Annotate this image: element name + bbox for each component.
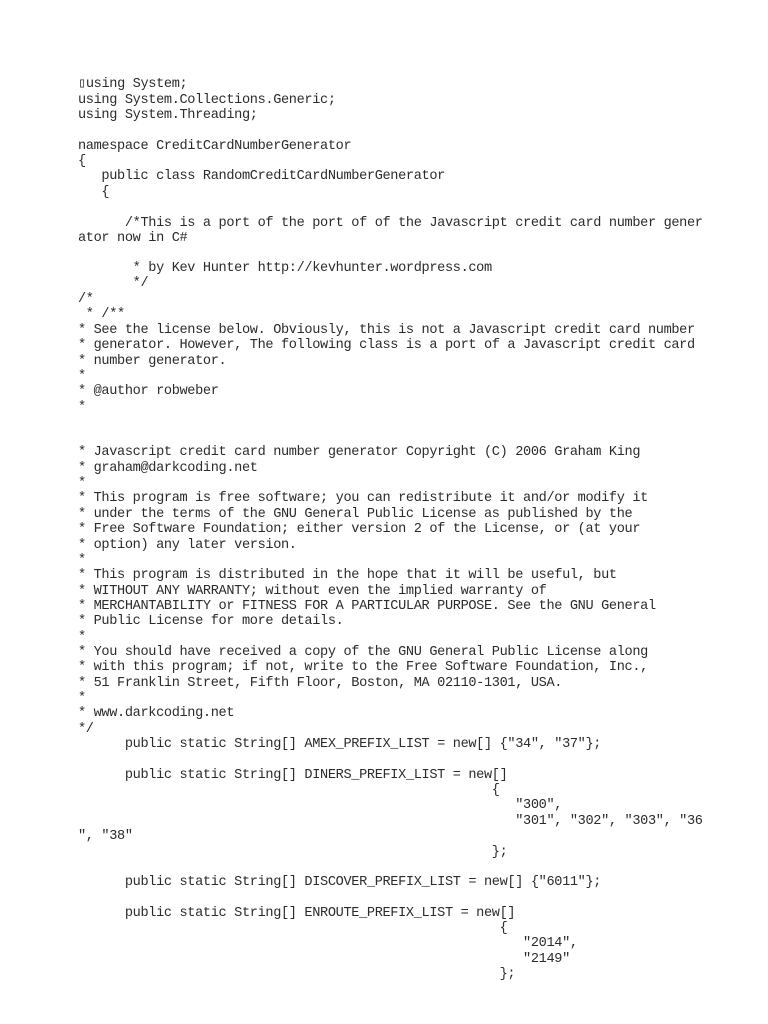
code-line: ", "38" [78,829,133,844]
code-line: ▯using System; [78,77,188,92]
code-line: namespace CreditCardNumberGenerator [78,139,352,154]
code-line: * www.darkcoding.net [78,706,235,721]
code-line: * [78,553,86,568]
code-line: * [78,691,86,706]
code-line: * option) any later version. [78,538,297,553]
code-line: * graham@darkcoding.net [78,461,258,476]
code-line: * /** [78,307,125,322]
code-line: { [78,154,86,169]
code-line: * Free Software Foundation; either version 2 of the License, or (at your [78,522,641,537]
code-line: * [78,369,86,384]
code-line: "2014", [78,936,578,951]
code-line: * [78,630,86,645]
code-line: * under the terms of the GNU General Public License as published by the [78,507,633,522]
code-line: * generator. However, The following class is a port of a Javascript credit card [78,338,695,353]
code-line: * @author robweber [78,384,219,399]
code-line: * See the license below. Obviously, this is not a Javascript credit card number [78,323,695,338]
code-line: public static String[] DISCOVER_PREFIX_LIST = new[] {"6011"}; [78,875,602,890]
code-line: "300", [78,798,563,813]
code-line: }; [78,845,508,860]
code-line: "2149" [78,952,570,967]
code-line: * 51 Franklin Street, Fifth Floor, Boston, MA 02110-1301, USA. [78,676,563,691]
code-line: * by Kev Hunter http://kevhunter.wordpress.com [78,261,492,276]
code-line: /* [78,292,94,307]
code-line: { [78,921,508,936]
code-line: * [78,400,86,415]
code-line: * [78,476,86,491]
code-line: }; [78,967,516,982]
code-line: * WITHOUT ANY WARRANTY; without even the implied warranty of [78,584,547,599]
code-line: * Javascript credit card number generator Copyright (C) 2006 Graham King [78,445,641,460]
code-line: "301", "302", "303", "36 [78,814,703,829]
code-line: * Public License for more details. [78,614,344,629]
code-line: * MERCHANTABILITY or FITNESS FOR A PARTICULAR PURPOSE. See the GNU General [78,599,656,614]
code-line: */ [78,276,149,291]
code-line: using System.Collections.Generic; [78,93,336,108]
code-line: * with this program; if not, write to the Free Software Foundation, Inc., [78,660,648,675]
code-line: * number generator. [78,354,227,369]
code-line: */ [78,722,94,737]
code-line: * This program is free software; you can redistribute it and/or modify it [78,491,648,506]
code-line: public class RandomCreditCardNumberGenerator [78,169,445,184]
code-line: ator now in C# [78,231,188,246]
code-line: { [78,783,500,798]
code-line: { [78,185,110,200]
code-line: * This program is distributed in the hope that it will be useful, but [78,568,617,583]
code-line: public static String[] AMEX_PREFIX_LIST = new[] {"34", "37"}; [78,737,602,752]
code-line: public static String[] ENROUTE_PREFIX_LIST = new[] [78,906,516,921]
code-line: * You should have received a copy of the GNU General Public License along [78,645,648,660]
code-line: using System.Threading; [78,108,258,123]
code-line: public static String[] DINERS_PREFIX_LIST = new[] [78,768,508,783]
code-line: /*This is a port of the port of of the Javascript credit card number gener [78,216,703,231]
